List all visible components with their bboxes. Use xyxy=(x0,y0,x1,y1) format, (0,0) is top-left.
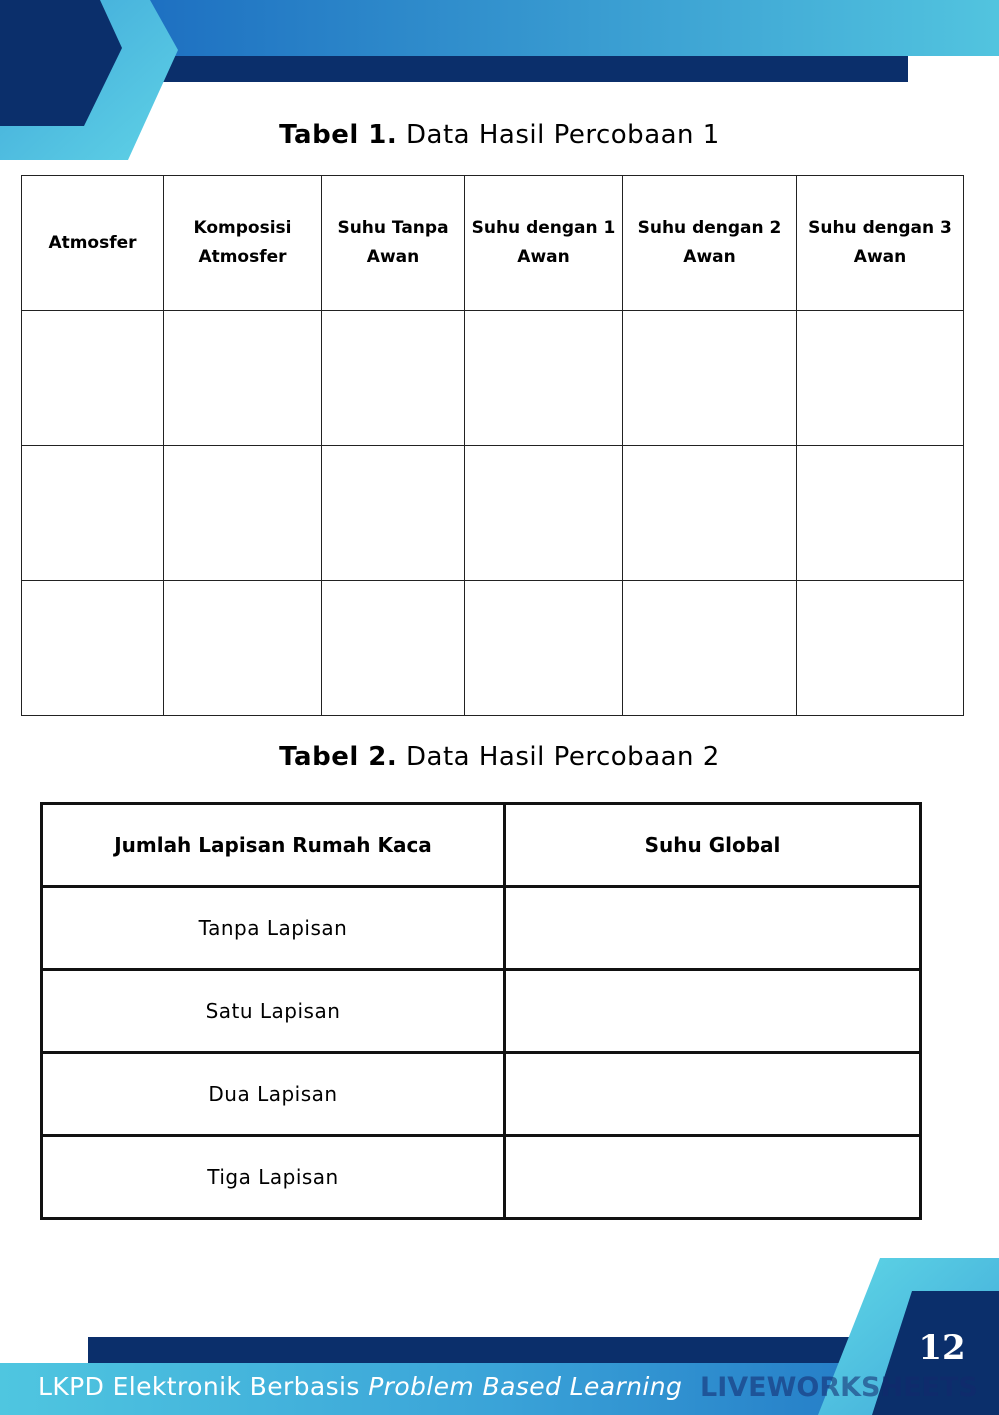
table1-header-tanpa-awan: Suhu Tanpa Awan xyxy=(322,176,465,311)
table-row xyxy=(22,311,964,446)
table1-caption xyxy=(0,120,999,150)
table1-header-atmosfer: Atmosfer xyxy=(22,176,164,311)
table1-cell[interactable] xyxy=(623,311,797,446)
table-row xyxy=(42,1053,921,1136)
table1-cell[interactable] xyxy=(22,446,164,581)
footer-title-plain: LKPD Elektronik Berbasis xyxy=(38,1372,369,1401)
table1-cell[interactable] xyxy=(322,311,465,446)
table1-cell[interactable] xyxy=(22,581,164,716)
table2-answer-cell[interactable] xyxy=(505,1053,921,1136)
table1-cell[interactable] xyxy=(164,311,322,446)
page-number: 12 xyxy=(918,1328,966,1368)
table1-cell[interactable] xyxy=(322,446,465,581)
table2-row-label: Dua Lapisan xyxy=(42,1053,505,1136)
table2-header-suhu-global: Suhu Global xyxy=(505,804,921,887)
table1-cell[interactable] xyxy=(322,581,465,716)
table2-row-label: Tiga Lapisan xyxy=(42,1136,505,1219)
table1-cell[interactable] xyxy=(623,446,797,581)
table1-cell[interactable] xyxy=(22,311,164,446)
table2-answer-cell[interactable] xyxy=(505,970,921,1053)
table-row xyxy=(42,887,921,970)
table1-cell[interactable] xyxy=(797,446,964,581)
table2-header-row xyxy=(42,804,921,887)
table-row xyxy=(42,970,921,1053)
table1-header-2-awan: Suhu dengan 2 Awan xyxy=(623,176,797,311)
table2-caption xyxy=(0,742,999,772)
table1-header-row xyxy=(22,176,964,311)
table1 xyxy=(21,175,964,716)
table2-header-jumlah-lapisan: Jumlah Lapisan Rumah Kaca xyxy=(42,804,505,887)
table2-answer-cell[interactable] xyxy=(505,887,921,970)
table2 xyxy=(40,802,922,1220)
table1-cell[interactable] xyxy=(465,581,623,716)
table1-cell[interactable] xyxy=(623,581,797,716)
table1-caption-text: Data Hasil Percobaan 1 xyxy=(397,120,720,150)
table1-cell[interactable] xyxy=(797,311,964,446)
table2-caption-text: Data Hasil Percobaan 2 xyxy=(397,742,720,772)
table-row xyxy=(22,446,964,581)
liveworksheets-watermark: LIVEWORKSHEETS xyxy=(700,1372,978,1403)
table1-header-komposisi: Komposisi Atmosfer xyxy=(164,176,322,311)
footer-title-italic: Problem Based Learning xyxy=(368,1372,683,1401)
table1-cell[interactable] xyxy=(465,446,623,581)
table-row xyxy=(42,1136,921,1219)
table2-answer-cell[interactable] xyxy=(505,1136,921,1219)
table2-row-label: Tanpa Lapisan xyxy=(42,887,505,970)
table1-caption-bold: Tabel 1. xyxy=(279,120,398,150)
table2-caption-bold: Tabel 2. xyxy=(279,742,398,772)
table1-cell[interactable] xyxy=(164,446,322,581)
table1-cell[interactable] xyxy=(164,581,322,716)
table1-cell[interactable] xyxy=(465,311,623,446)
table1-header-1-awan: Suhu dengan 1 Awan xyxy=(465,176,623,311)
footer-title xyxy=(38,1372,682,1401)
table1-header-3-awan: Suhu dengan 3 Awan xyxy=(797,176,964,311)
table-row xyxy=(22,581,964,716)
table1-cell[interactable] xyxy=(797,581,964,716)
table2-row-label: Satu Lapisan xyxy=(42,970,505,1053)
